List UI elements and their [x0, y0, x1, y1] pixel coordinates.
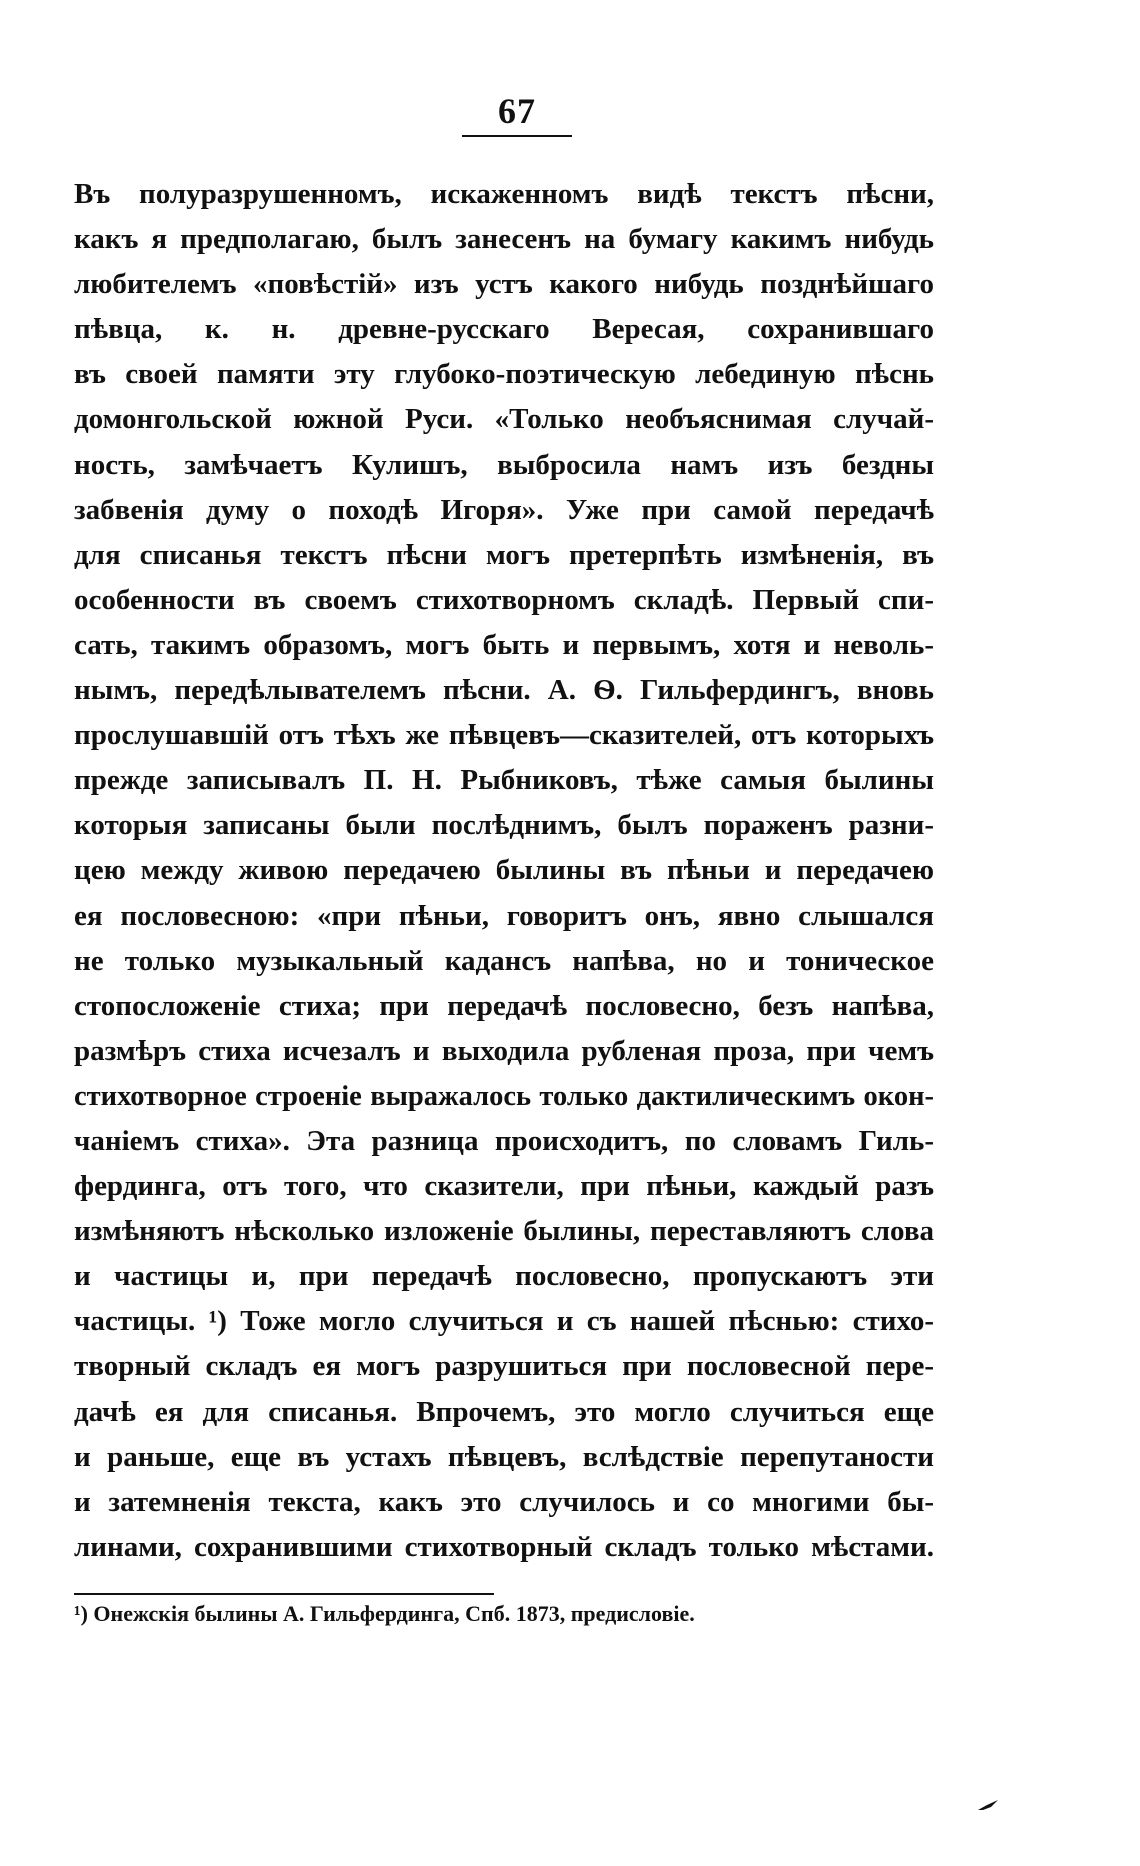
text-line: частицы. ¹) Тоже могло случиться и съ нашей пѣснью: стихо-: [74, 1305, 934, 1338]
text-line: забвенія думу о походѣ Игоря». Уже при самой передачѣ: [74, 493, 934, 526]
text-line: фердинга, отъ того, что сказители, при пѣньи, каждый разъ: [74, 1170, 934, 1203]
text-line: пѣвца, к. н. древне-русскаго Вересая, сохранившаго: [74, 313, 934, 346]
text-line: какъ я предполагаю, былъ занесенъ на бумагу какимъ нибудь: [74, 223, 934, 256]
text-line: любителемъ «повѣстій» изъ устъ какого нибудь позднѣйшаго: [74, 268, 934, 301]
text-line: прослушавшій отъ тѣхъ же пѣвцевъ—сказителей, отъ которыхъ: [74, 719, 934, 752]
footnote-rule: [74, 1593, 494, 1595]
page-number: 67: [498, 91, 536, 131]
text-line: Въ полуразрушенномъ, искаженномъ видѣ текстъ пѣсни,: [74, 178, 934, 210]
text-line: и раньше, еще въ устахъ пѣвцевъ, вслѣдствіе перепутаности: [74, 1440, 934, 1473]
text-line: творный складъ ея могъ разрушиться при пословесной пере-: [74, 1350, 934, 1383]
text-line: ность, замѣчаетъ Кулишъ, выбросила намъ изъ бездны: [74, 448, 934, 481]
text-line: и частицы и, при передачѣ пословесно, пропускаютъ эти: [74, 1260, 934, 1293]
page-number-rule: [462, 135, 572, 137]
text-line: чаніемъ стиха». Эта разница происходитъ, по словамъ Гиль-: [74, 1124, 934, 1157]
text-line: прежде записывалъ П. Н. Рыбниковъ, тѣже самыя былины: [74, 764, 934, 797]
text-line: стихотворное строеніе выражалось только дактилическимъ окон-: [74, 1080, 934, 1112]
text-line: цею между живою передачею былины въ пѣньи и передачею: [74, 854, 934, 887]
text-line: особенности въ своемъ стихотворномъ складѣ. Первый спи-: [74, 583, 934, 616]
text-line: нымъ, передѣлывателемъ пѣсни. А. Ѳ. Гильфердингъ, вновь: [74, 674, 934, 707]
text-line: не только музыкальный кадансъ напѣва, но и тоническое: [74, 944, 934, 977]
text-line: стопосложеніе стиха; при передачѣ пословесно, безъ напѣва,: [74, 989, 934, 1022]
text-line: размѣръ стиха исчезалъ и выходила рубленая проза, при чемъ: [74, 1034, 934, 1067]
body-text: [74, 172, 934, 1570]
text-line: ея пословесною: «при пѣньи, говоритъ онъ, явно слышался: [74, 899, 934, 932]
text-line: которыя записаны были послѣднимъ, былъ пораженъ разни-: [74, 809, 934, 842]
text-line: сать, такимъ образомъ, могъ быть и первымъ, хотя и неволь-: [74, 628, 934, 661]
text-line: дачѣ ея для списанья. Впрочемъ, это могло случиться еще: [74, 1395, 934, 1428]
text-line: въ своей памяти эту глубоко-поэтическую лебединую пѣснь: [74, 358, 934, 391]
text-line: и затемненія текста, какъ это случилось и со многими бы-: [74, 1485, 934, 1518]
footnote: ¹) Онежскія былины А. Гильфердинга, Спб. 1873, предисловіе.: [74, 1601, 695, 1626]
text-line: для списанья текстъ пѣсни могъ претерпѣть измѣненія, въ: [74, 538, 934, 571]
ink-mark-icon: [977, 1798, 999, 1812]
text-line: измѣняютъ нѣсколько изложеніе былины, переставляютъ слова: [74, 1215, 934, 1248]
text-line: домонгольской южной Руси. «Только необъяснимая случай-: [74, 403, 934, 436]
text-line: линами, сохранившими стихотворный складъ только мѣстами.: [74, 1530, 934, 1563]
